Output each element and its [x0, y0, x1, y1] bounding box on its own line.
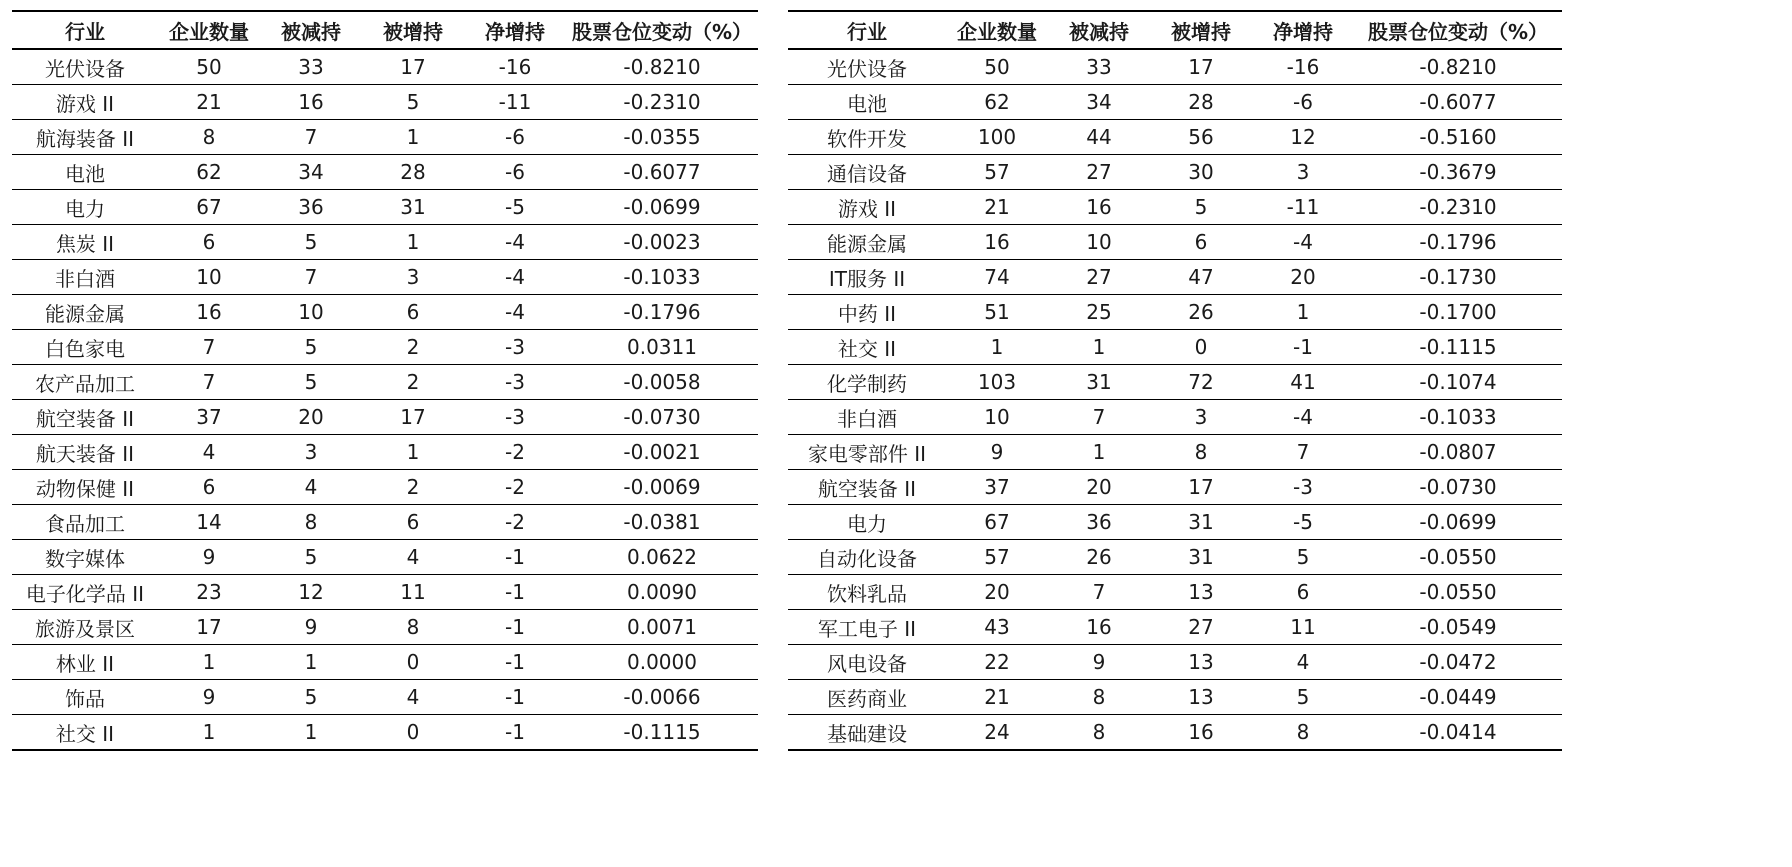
header-reduced: 被减持	[260, 11, 362, 49]
cell-company-count: 8	[158, 120, 260, 155]
table-row	[12, 435, 758, 470]
cell-net-increase: 7	[1252, 435, 1354, 470]
cell-company-count: 4	[158, 435, 260, 470]
header-industry: 行业	[12, 11, 158, 49]
cell-increased: 4	[362, 540, 464, 575]
table-row	[788, 400, 1562, 435]
cell-net-increase: -1	[464, 575, 566, 610]
cell-industry: 游戏 II	[12, 85, 158, 120]
cell-net-increase: -4	[464, 260, 566, 295]
table-row	[12, 330, 758, 365]
cell-industry: 电力	[788, 505, 946, 540]
table-row	[12, 680, 758, 715]
header-company-count: 企业数量	[158, 11, 260, 49]
cell-industry: 能源金属	[788, 225, 946, 260]
cell-net-increase: -3	[464, 400, 566, 435]
cell-increased: 6	[1150, 225, 1252, 260]
cell-position-change: -0.0472	[1354, 645, 1562, 680]
cell-net-increase: 4	[1252, 645, 1354, 680]
cell-net-increase: -4	[464, 225, 566, 260]
table-row	[788, 85, 1562, 120]
table-row	[788, 470, 1562, 505]
table-row	[12, 715, 758, 751]
cell-company-count: 37	[158, 400, 260, 435]
cell-reduced: 1	[1048, 330, 1150, 365]
cell-company-count: 43	[946, 610, 1048, 645]
cell-position-change: -0.1115	[566, 715, 758, 751]
cell-increased: 2	[362, 365, 464, 400]
table-row	[12, 645, 758, 680]
cell-reduced: 5	[260, 540, 362, 575]
cell-company-count: 23	[158, 575, 260, 610]
cell-net-increase: -3	[464, 365, 566, 400]
cell-net-increase: -1	[464, 680, 566, 715]
cell-company-count: 1	[158, 645, 260, 680]
header-industry: 行业	[788, 11, 946, 49]
cell-company-count: 67	[946, 505, 1048, 540]
cell-reduced: 10	[1048, 225, 1150, 260]
cell-position-change: -0.0058	[566, 365, 758, 400]
cell-company-count: 51	[946, 295, 1048, 330]
table-row	[788, 505, 1562, 540]
cell-increased: 17	[1150, 470, 1252, 505]
cell-increased: 6	[362, 295, 464, 330]
cell-position-change: 0.0090	[566, 575, 758, 610]
cell-increased: 3	[1150, 400, 1252, 435]
cell-company-count: 100	[946, 120, 1048, 155]
cell-company-count: 24	[946, 715, 1048, 751]
cell-industry: 非白酒	[788, 400, 946, 435]
cell-net-increase: -1	[464, 610, 566, 645]
cell-increased: 0	[362, 715, 464, 751]
cell-industry: 电力	[12, 190, 158, 225]
cell-reduced: 16	[1048, 610, 1150, 645]
cell-position-change: -0.8210	[1354, 49, 1562, 85]
cell-net-increase: 20	[1252, 260, 1354, 295]
cell-company-count: 103	[946, 365, 1048, 400]
cell-position-change: 0.0311	[566, 330, 758, 365]
cell-industry: 电子化学品 II	[12, 575, 158, 610]
cell-increased: 56	[1150, 120, 1252, 155]
cell-net-increase: 5	[1252, 680, 1354, 715]
table-row	[788, 190, 1562, 225]
cell-reduced: 4	[260, 470, 362, 505]
cell-net-increase: -1	[1252, 330, 1354, 365]
cell-industry: 林业 II	[12, 645, 158, 680]
cell-industry: 农产品加工	[12, 365, 158, 400]
cell-company-count: 7	[158, 330, 260, 365]
cell-net-increase: -4	[464, 295, 566, 330]
right-holdings-table	[788, 10, 1562, 751]
cell-net-increase: -1	[464, 540, 566, 575]
header-position-change: 股票仓位变动（%）	[1354, 11, 1562, 49]
cell-reduced: 5	[260, 330, 362, 365]
cell-position-change: -0.0807	[1354, 435, 1562, 470]
cell-reduced: 7	[1048, 575, 1150, 610]
cell-net-increase: -1	[464, 715, 566, 751]
cell-reduced: 1	[260, 645, 362, 680]
table-row	[788, 610, 1562, 645]
cell-increased: 5	[362, 85, 464, 120]
table-row	[12, 505, 758, 540]
cell-position-change: -0.0699	[1354, 505, 1562, 540]
header-reduced: 被减持	[1048, 11, 1150, 49]
cell-reduced: 36	[1048, 505, 1150, 540]
cell-net-increase: -5	[464, 190, 566, 225]
cell-net-increase: 3	[1252, 155, 1354, 190]
table-header-row	[788, 11, 1562, 49]
cell-increased: 30	[1150, 155, 1252, 190]
table-row	[12, 575, 758, 610]
cell-net-increase: -6	[464, 120, 566, 155]
cell-reduced: 44	[1048, 120, 1150, 155]
cell-net-increase: -6	[1252, 85, 1354, 120]
cell-increased: 31	[362, 190, 464, 225]
cell-company-count: 16	[946, 225, 1048, 260]
table-row	[788, 225, 1562, 260]
table-row	[12, 470, 758, 505]
cell-increased: 1	[362, 225, 464, 260]
cell-industry: 军工电子 II	[788, 610, 946, 645]
cell-net-increase: 1	[1252, 295, 1354, 330]
cell-position-change: 0.0622	[566, 540, 758, 575]
cell-position-change: -0.0021	[566, 435, 758, 470]
cell-industry: 医药商业	[788, 680, 946, 715]
cell-reduced: 33	[260, 49, 362, 85]
cell-net-increase: -4	[1252, 225, 1354, 260]
cell-company-count: 17	[158, 610, 260, 645]
cell-reduced: 7	[260, 120, 362, 155]
cell-industry: 焦炭 II	[12, 225, 158, 260]
cell-position-change: -0.1074	[1354, 365, 1562, 400]
cell-position-change: 0.0000	[566, 645, 758, 680]
cell-position-change: -0.0549	[1354, 610, 1562, 645]
cell-net-increase: -2	[464, 470, 566, 505]
cell-reduced: 26	[1048, 540, 1150, 575]
cell-industry: 自动化设备	[788, 540, 946, 575]
cell-increased: 1	[362, 435, 464, 470]
cell-net-increase: -3	[464, 330, 566, 365]
table-row	[12, 610, 758, 645]
cell-company-count: 10	[946, 400, 1048, 435]
cell-position-change: -0.1730	[1354, 260, 1562, 295]
cell-net-increase: -2	[464, 505, 566, 540]
cell-reduced: 5	[260, 680, 362, 715]
cell-increased: 31	[1150, 505, 1252, 540]
table-row	[788, 260, 1562, 295]
table-row	[12, 365, 758, 400]
cell-net-increase: 5	[1252, 540, 1354, 575]
cell-industry: 家电零部件 II	[788, 435, 946, 470]
cell-reduced: 1	[260, 715, 362, 751]
cell-company-count: 6	[158, 470, 260, 505]
cell-net-increase: 12	[1252, 120, 1354, 155]
cell-industry: 中药 II	[788, 295, 946, 330]
table-row	[788, 330, 1562, 365]
cell-company-count: 37	[946, 470, 1048, 505]
cell-position-change: -0.5160	[1354, 120, 1562, 155]
cell-increased: 17	[362, 49, 464, 85]
table-header-row	[12, 11, 758, 49]
table-row	[12, 155, 758, 190]
cell-company-count: 22	[946, 645, 1048, 680]
cell-reduced: 7	[260, 260, 362, 295]
table-row	[788, 365, 1562, 400]
cell-position-change: -0.6077	[566, 155, 758, 190]
cell-increased: 31	[1150, 540, 1252, 575]
cell-company-count: 62	[158, 155, 260, 190]
cell-industry: 能源金属	[12, 295, 158, 330]
cell-company-count: 9	[946, 435, 1048, 470]
table-row	[12, 260, 758, 295]
table-row	[788, 575, 1562, 610]
cell-reduced: 25	[1048, 295, 1150, 330]
cell-industry: 游戏 II	[788, 190, 946, 225]
cell-net-increase: -16	[464, 49, 566, 85]
cell-increased: 3	[362, 260, 464, 295]
table-row	[12, 295, 758, 330]
cell-position-change: -0.8210	[566, 49, 758, 85]
cell-industry: 软件开发	[788, 120, 946, 155]
cell-company-count: 20	[946, 575, 1048, 610]
table-row	[788, 680, 1562, 715]
cell-reduced: 31	[1048, 365, 1150, 400]
cell-net-increase: -11	[464, 85, 566, 120]
cell-increased: 27	[1150, 610, 1252, 645]
header-position-change: 股票仓位变动（%）	[566, 11, 758, 49]
cell-industry: 旅游及景区	[12, 610, 158, 645]
cell-position-change: -0.6077	[1354, 85, 1562, 120]
header-increased: 被增持	[362, 11, 464, 49]
header-increased: 被增持	[1150, 11, 1252, 49]
cell-reduced: 16	[260, 85, 362, 120]
cell-reduced: 12	[260, 575, 362, 610]
table-row	[788, 49, 1562, 85]
cell-company-count: 7	[158, 365, 260, 400]
cell-position-change: -0.0414	[1354, 715, 1562, 751]
cell-company-count: 10	[158, 260, 260, 295]
cell-reduced: 27	[1048, 260, 1150, 295]
cell-industry: 白色家电	[12, 330, 158, 365]
cell-industry: 电池	[12, 155, 158, 190]
cell-increased: 6	[362, 505, 464, 540]
cell-industry: 社交 II	[788, 330, 946, 365]
table-row	[788, 120, 1562, 155]
cell-industry: 航海装备 II	[12, 120, 158, 155]
cell-industry: 风电设备	[788, 645, 946, 680]
cell-increased: 72	[1150, 365, 1252, 400]
cell-position-change: -0.0449	[1354, 680, 1562, 715]
cell-increased: 0	[362, 645, 464, 680]
cell-position-change: -0.3679	[1354, 155, 1562, 190]
left-holdings-table	[12, 10, 758, 751]
cell-industry: 光伏设备	[12, 49, 158, 85]
cell-net-increase: -4	[1252, 400, 1354, 435]
cell-net-increase: -11	[1252, 190, 1354, 225]
cell-industry: 饰品	[12, 680, 158, 715]
cell-reduced: 20	[260, 400, 362, 435]
cell-reduced: 36	[260, 190, 362, 225]
cell-position-change: -0.1033	[1354, 400, 1562, 435]
cell-reduced: 7	[1048, 400, 1150, 435]
cell-reduced: 16	[1048, 190, 1150, 225]
table-row	[12, 400, 758, 435]
table-row	[788, 715, 1562, 751]
table-row	[12, 190, 758, 225]
cell-net-increase: -1	[464, 645, 566, 680]
cell-position-change: -0.0550	[1354, 575, 1562, 610]
cell-increased: 17	[362, 400, 464, 435]
cell-increased: 13	[1150, 645, 1252, 680]
cell-industry: IT服务 II	[788, 260, 946, 295]
table-row	[12, 120, 758, 155]
cell-company-count: 21	[158, 85, 260, 120]
cell-company-count: 16	[158, 295, 260, 330]
cell-net-increase: -6	[464, 155, 566, 190]
header-net-increase: 净增持	[1252, 11, 1354, 49]
cell-increased: 0	[1150, 330, 1252, 365]
cell-increased: 1	[362, 120, 464, 155]
cell-increased: 26	[1150, 295, 1252, 330]
cell-position-change: -0.0730	[1354, 470, 1562, 505]
cell-industry: 航天装备 II	[12, 435, 158, 470]
cell-increased: 13	[1150, 575, 1252, 610]
cell-industry: 电池	[788, 85, 946, 120]
cell-industry: 食品加工	[12, 505, 158, 540]
cell-industry: 饮料乳品	[788, 575, 946, 610]
cell-reduced: 27	[1048, 155, 1150, 190]
cell-increased: 8	[362, 610, 464, 645]
cell-reduced: 5	[260, 365, 362, 400]
cell-reduced: 33	[1048, 49, 1150, 85]
cell-net-increase: 6	[1252, 575, 1354, 610]
cell-increased: 28	[1150, 85, 1252, 120]
cell-reduced: 34	[1048, 85, 1150, 120]
cell-position-change: -0.1796	[566, 295, 758, 330]
cell-industry: 基础建设	[788, 715, 946, 751]
cell-reduced: 5	[260, 225, 362, 260]
cell-increased: 2	[362, 330, 464, 365]
cell-position-change: -0.0381	[566, 505, 758, 540]
cell-company-count: 1	[158, 715, 260, 751]
header-company-count: 企业数量	[946, 11, 1048, 49]
cell-position-change: -0.0699	[566, 190, 758, 225]
table-row	[788, 435, 1562, 470]
table-row	[788, 540, 1562, 575]
cell-position-change: -0.0550	[1354, 540, 1562, 575]
cell-increased: 16	[1150, 715, 1252, 751]
cell-position-change: -0.1700	[1354, 295, 1562, 330]
cell-reduced: 8	[260, 505, 362, 540]
cell-reduced: 8	[1048, 680, 1150, 715]
cell-net-increase: -3	[1252, 470, 1354, 505]
cell-net-increase: -16	[1252, 49, 1354, 85]
cell-net-increase: 8	[1252, 715, 1354, 751]
cell-company-count: 1	[946, 330, 1048, 365]
cell-increased: 8	[1150, 435, 1252, 470]
cell-industry: 航空装备 II	[788, 470, 946, 505]
cell-industry: 非白酒	[12, 260, 158, 295]
cell-industry: 数字媒体	[12, 540, 158, 575]
cell-position-change: -0.1115	[1354, 330, 1562, 365]
table-row	[12, 85, 758, 120]
cell-industry: 航空装备 II	[12, 400, 158, 435]
cell-industry: 通信设备	[788, 155, 946, 190]
cell-company-count: 21	[946, 190, 1048, 225]
cell-industry: 化学制药	[788, 365, 946, 400]
cell-company-count: 14	[158, 505, 260, 540]
cell-industry: 光伏设备	[788, 49, 946, 85]
cell-reduced: 3	[260, 435, 362, 470]
cell-reduced: 9	[1048, 645, 1150, 680]
cell-industry: 社交 II	[12, 715, 158, 751]
cell-company-count: 74	[946, 260, 1048, 295]
cell-reduced: 8	[1048, 715, 1150, 751]
cell-reduced: 1	[1048, 435, 1150, 470]
cell-increased: 5	[1150, 190, 1252, 225]
table-row	[788, 645, 1562, 680]
cell-position-change: -0.0066	[566, 680, 758, 715]
cell-company-count: 67	[158, 190, 260, 225]
cell-position-change: -0.1796	[1354, 225, 1562, 260]
cell-company-count: 50	[946, 49, 1048, 85]
cell-reduced: 20	[1048, 470, 1150, 505]
cell-company-count: 9	[158, 540, 260, 575]
cell-increased: 47	[1150, 260, 1252, 295]
cell-position-change: -0.0355	[566, 120, 758, 155]
table-row	[12, 540, 758, 575]
cell-increased: 28	[362, 155, 464, 190]
cell-reduced: 34	[260, 155, 362, 190]
cell-net-increase: -2	[464, 435, 566, 470]
cell-increased: 2	[362, 470, 464, 505]
table-row	[12, 225, 758, 260]
cell-company-count: 57	[946, 155, 1048, 190]
cell-industry: 动物保健 II	[12, 470, 158, 505]
cell-position-change: -0.1033	[566, 260, 758, 295]
cell-position-change: 0.0071	[566, 610, 758, 645]
table-row	[12, 49, 758, 85]
cell-net-increase: 11	[1252, 610, 1354, 645]
cell-increased: 4	[362, 680, 464, 715]
table-row	[788, 155, 1562, 190]
cell-increased: 17	[1150, 49, 1252, 85]
cell-company-count: 6	[158, 225, 260, 260]
cell-company-count: 50	[158, 49, 260, 85]
cell-position-change: -0.0023	[566, 225, 758, 260]
table-row	[788, 295, 1562, 330]
cell-reduced: 9	[260, 610, 362, 645]
cell-company-count: 9	[158, 680, 260, 715]
cell-position-change: -0.2310	[566, 85, 758, 120]
cell-position-change: -0.0069	[566, 470, 758, 505]
cell-position-change: -0.0730	[566, 400, 758, 435]
cell-company-count: 62	[946, 85, 1048, 120]
cell-company-count: 21	[946, 680, 1048, 715]
cell-reduced: 10	[260, 295, 362, 330]
cell-position-change: -0.2310	[1354, 190, 1562, 225]
cell-increased: 11	[362, 575, 464, 610]
cell-net-increase: -5	[1252, 505, 1354, 540]
cell-net-increase: 41	[1252, 365, 1354, 400]
header-net-increase: 净增持	[464, 11, 566, 49]
cell-increased: 13	[1150, 680, 1252, 715]
cell-company-count: 57	[946, 540, 1048, 575]
